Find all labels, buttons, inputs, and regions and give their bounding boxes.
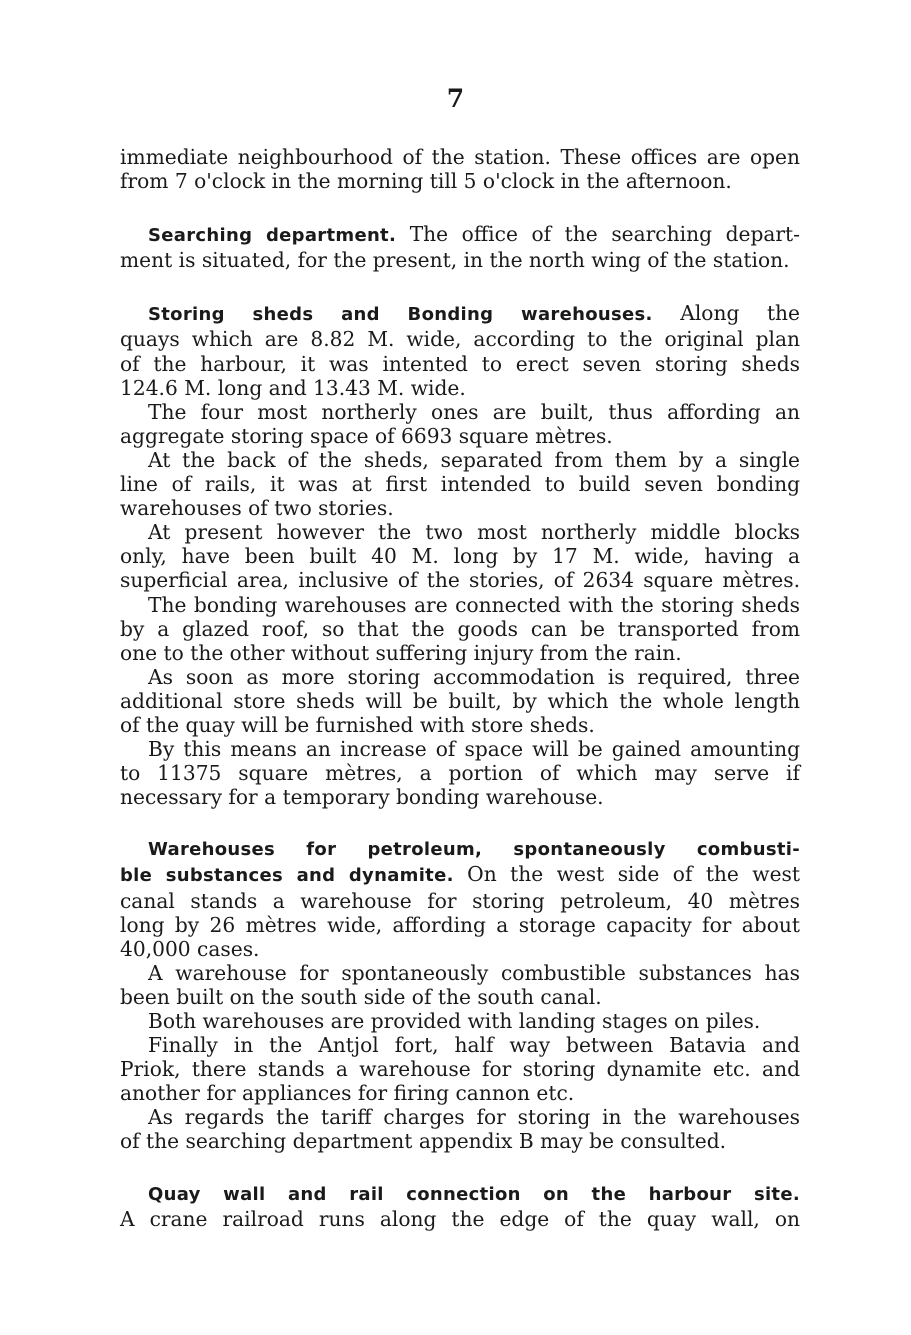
petroleum-line: another for appliances for firing cannon etc. xyxy=(120,1081,575,1106)
searching-first-line xyxy=(120,222,800,248)
storing-first-line-rest: Along the xyxy=(652,301,801,326)
storing-line: one to the other without suffering injury from the rain. xyxy=(120,640,682,665)
storing-heading: Storing sheds and Bonding warehouses. xyxy=(148,304,653,326)
petroleum-line: A warehouse for spontaneously combustible substances has xyxy=(148,960,800,985)
storing-line: As soon as more storing accommodation is required, three xyxy=(148,664,800,689)
petroleum-line: of the searching department appendix B may be consulted. xyxy=(120,1129,727,1154)
storing-line: aggregate storing space of 6693 square mètres. xyxy=(120,423,613,448)
petroleum-line: Both warehouses are provided with landing stages on piles. xyxy=(148,1009,761,1033)
page-number: 7 xyxy=(446,84,465,113)
storing-line: At present however the two most northerly middle blocks xyxy=(148,520,800,545)
storing-line: additional store sheds will be built, by which the whole length xyxy=(120,688,800,713)
intro-line-2: from 7 o'clock in the morning till 5 o'clock in the afternoon. xyxy=(120,169,732,194)
quay-line-1: A crane railroad runs along the edge of the quay wall, on xyxy=(120,1206,800,1231)
storing-line: At the back of the sheds, separated from them by a single xyxy=(148,447,800,472)
storing-line: The bonding warehouses are connected with the storing sheds xyxy=(148,592,800,617)
petroleum-line: canal stands a warehouse for storing petroleum, 40 mètres xyxy=(120,888,800,913)
body-text xyxy=(120,145,800,1231)
storing-line: necessary for a temporary bonding warehouse. xyxy=(120,785,604,810)
storing-first-line xyxy=(120,301,800,327)
searching-first-line-rest: The office of the searching depart- xyxy=(396,222,800,247)
storing-line: By this means an increase of space will be gained amounting xyxy=(148,737,800,762)
petroleum-heading-line-1: Warehouses for petroleum, spontaneously combusti- xyxy=(148,839,800,861)
petroleum-line: Finally in the Antjol fort, half way between Batavia and xyxy=(148,1033,800,1058)
quay-heading: Quay wall and rail connection on the harbour site. xyxy=(148,1183,800,1205)
petroleum-line: 40,000 cases. xyxy=(120,936,260,961)
storing-line: warehouses of two stories. xyxy=(120,496,394,521)
storing-line: to 11375 square mètres, a portion of which may serve if xyxy=(120,761,800,786)
storing-line: superficial area, inclusive of the stories, of 2634 square mètres. xyxy=(120,568,800,593)
petroleum-line: As regards the tariff charges for storing in the warehouses xyxy=(148,1105,800,1130)
intro-line-1: immediate neighbourhood of the station. These offices are open xyxy=(120,145,800,169)
storing-line: only, have been built 40 M. long by 17 M. wide, having a xyxy=(120,544,800,569)
petroleum-line: Priok, there stands a warehouse for storing dynamite etc. and xyxy=(120,1057,800,1082)
petroleum-first-line xyxy=(120,862,800,888)
petroleum-heading-line-2: ble substances and dynamite. xyxy=(120,865,454,887)
searching-heading: Searching department. xyxy=(148,225,397,247)
storing-line: of the harbour, it was intented to erect seven storing sheds xyxy=(120,351,800,376)
storing-line: by a glazed roof, so that the goods can be transported from xyxy=(120,616,800,641)
storing-line: The four most northerly ones are built, thus affording an xyxy=(148,399,800,424)
petroleum-line: been built on the south side of the south canal. xyxy=(120,984,602,1009)
searching-line-1: ment is situated, for the present, in the north wing of the station. xyxy=(120,248,790,273)
storing-line: 124.6 M. long and 13.43 M. wide. xyxy=(120,375,466,400)
petroleum-line: long by 26 mètres wide, affording a storage capacity for about xyxy=(120,912,800,937)
storing-line: quays which are 8.82 M. wide, according to the original plan xyxy=(120,327,800,352)
petroleum-first-line-rest: On the west side of the west xyxy=(453,862,800,887)
storing-line: of the quay will be furnished with store sheds. xyxy=(120,712,595,737)
storing-line: line of rails, it was at first intended to build seven bonding xyxy=(120,472,800,497)
